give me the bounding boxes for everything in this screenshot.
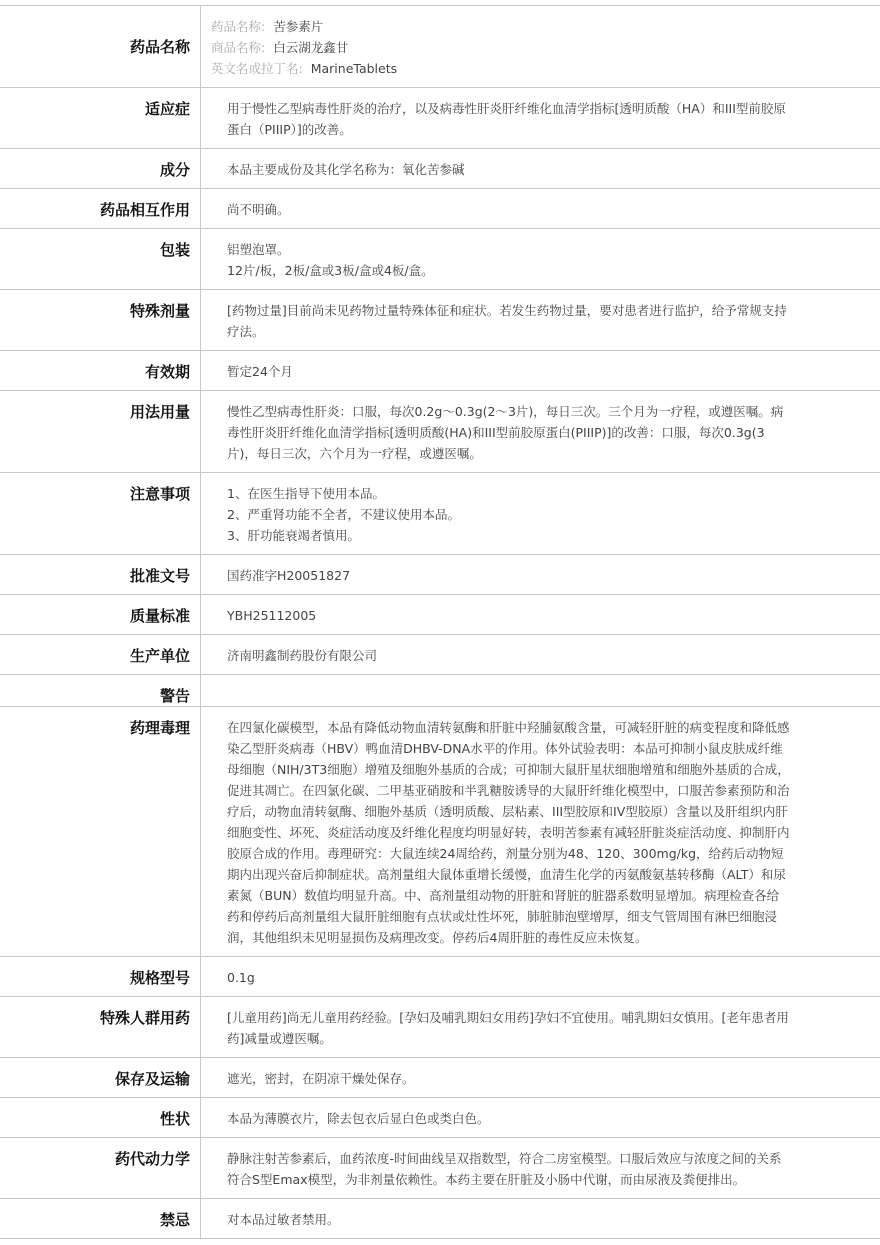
row-label: 质量标准 xyxy=(0,595,201,635)
row-label: 生产单位 xyxy=(0,635,201,675)
info-row xyxy=(0,957,880,997)
generic-name-value: 苦参素片 xyxy=(273,19,323,34)
row-label: 性状 xyxy=(0,1098,201,1138)
row-value xyxy=(201,229,880,290)
row-label: 注意事项 xyxy=(0,473,201,555)
row-value-line: YBH25112005 xyxy=(227,605,790,626)
row-value xyxy=(201,997,880,1058)
info-row xyxy=(0,290,880,351)
row-value-line: 0.1g xyxy=(227,967,790,988)
info-row xyxy=(0,149,880,189)
row-label: 规格型号 xyxy=(0,957,201,997)
info-row xyxy=(0,1138,880,1199)
row-label: 药理毒理 xyxy=(0,707,201,957)
row-value-line: 国药准字H20051827 xyxy=(227,565,790,586)
row-value xyxy=(201,707,880,957)
english-name-value: MarineTablets xyxy=(311,61,397,76)
english-name-line xyxy=(211,58,860,79)
row-label: 有效期 xyxy=(0,351,201,391)
row-value-line: 在四氯化碳模型，本品有降低动物血清转氨酶和肝脏中羟脯氨酸含量，可减轻肝脏的病变程度和降低感染乙型肝炎病毒（HBV）鸭血清DHBV-DNA水平的作用。体外试验表明：本品可抑制小鼠皮肤成纤维母细胞（NIH/3T3细胞）增殖及细胞外基质的合成；可抑制大鼠肝星状细胞增殖和细胞外基质的合成，促进其凋亡。在四氯化碳、二甲基亚硝胺和半乳糖胺诱导的大鼠肝纤维化模型中，口服苦参素预防和治疗后，动物血清转氨酶、细胞外基质（透明质酸、层粘素、III型胶原和IV型胶原）含量以及肝组织内肝细胞变性、坏死、炎症活动度及纤维化程度均明显好转，表明苦参素有减轻肝脏炎症活动度、抑制肝内胶原合成的作用。毒理研究：大鼠连续24周给药，剂量分别为48、120、300mg/kg，给药后动物短期内出现兴奋后抑制症状。高剂量组大鼠体重增长缓慢，血清生化学的丙氨酸氨基转移酶（ALT）和尿素氮（BUN）数值均明显升高。中、高剂量组动物的肝脏和肾脏的脏器系数明显增加。病理检查各给药和停药后高剂量组大鼠肝脏细胞有点状或灶性坏死，肺脏肺泡壁增厚，细支气管周围有淋巴细胞浸润，其他组织未见明显损伤及病理改变。停药后4周肝脏的毒性反应未恢复。 xyxy=(227,717,790,948)
info-row xyxy=(0,351,880,391)
row-value xyxy=(201,1138,880,1199)
trade-name-line xyxy=(211,37,860,58)
row-value xyxy=(201,957,880,997)
row-value-line: 尚不明确。 xyxy=(227,199,790,220)
row-label: 药品相互作用 xyxy=(0,189,201,229)
row-value xyxy=(201,675,880,707)
info-row xyxy=(0,997,880,1058)
row-value-line: 慢性乙型病毒性肝炎：口服，每次0.2g～0.3g(2～3片)，每日三次。三个月为一疗程，或遵医嘱。病毒性肝炎肝纤维化血清学指标[透明质酸(HA)和III型前胶原蛋白(PIIIP)]的改善：口服，每次0.3g(3片)，每日三次，六个月为一疗程，或遵医嘱。 xyxy=(227,401,790,464)
row-value xyxy=(201,290,880,351)
info-row xyxy=(0,473,880,555)
row-value-line: 暂定24个月 xyxy=(227,361,790,382)
row-label: 批准文号 xyxy=(0,555,201,595)
info-row xyxy=(0,189,880,229)
row-label: 特殊剂量 xyxy=(0,290,201,351)
row-label: 药品名称 xyxy=(0,6,201,88)
row-value-line: 铝塑泡罩。 xyxy=(227,239,790,260)
drug-name-values xyxy=(201,6,880,88)
row-value-line: 本品主要成份及其化学名称为：氧化苦参碱 xyxy=(227,159,790,180)
row-value xyxy=(201,1199,880,1239)
row-value xyxy=(201,189,880,229)
info-row xyxy=(0,229,880,290)
row-label: 药代动力学 xyxy=(0,1138,201,1199)
english-name-key: 英文名或拉丁名: xyxy=(211,61,303,76)
row-value xyxy=(201,1098,880,1138)
row-value-line: 对本品过敏者禁用。 xyxy=(227,1209,790,1230)
info-row xyxy=(0,707,880,957)
row-value xyxy=(201,88,880,149)
row-label: 适应症 xyxy=(0,88,201,149)
row-value-line: 本品为薄膜衣片，除去包衣后显白色或类白色。 xyxy=(227,1108,790,1129)
generic-name-key: 药品名称: xyxy=(211,19,265,34)
row-value xyxy=(201,351,880,391)
info-row xyxy=(0,88,880,149)
row-value-line: 遮光，密封，在阴凉干燥处保存。 xyxy=(227,1068,790,1089)
row-drug-name xyxy=(0,6,880,88)
info-row xyxy=(0,635,880,675)
trade-name-key: 商品名称: xyxy=(211,40,265,55)
row-value xyxy=(201,473,880,555)
row-value xyxy=(201,635,880,675)
row-value xyxy=(201,555,880,595)
row-value xyxy=(201,149,880,189)
info-row xyxy=(0,595,880,635)
row-label: 用法用量 xyxy=(0,391,201,473)
row-value-line: 用于慢性乙型病毒性肝炎的治疗，以及病毒性肝炎肝纤维化血清学指标[透明质酸（HA）和III型前胶原蛋白（PIIIP）]的改善。 xyxy=(227,98,790,140)
row-value-line: [药物过量]目前尚未见药物过量特殊体征和症状。若发生药物过量，要对患者进行监护，给予常规支持疗法。 xyxy=(227,300,790,342)
row-value-line: [儿童用药]尚无儿童用药经验。[孕妇及哺乳期妇女用药]孕妇不宜使用。哺乳期妇女慎用。[老年患者用药]减量或遵医嘱。 xyxy=(227,1007,790,1049)
row-value-line: 济南明鑫制药股份有限公司 xyxy=(227,645,790,666)
row-label: 包装 xyxy=(0,229,201,290)
row-label: 成分 xyxy=(0,149,201,189)
row-value-line: 静脉注射苦参素后，血药浓度-时间曲线呈双指数型，符合二房室模型。口服后效应与浓度之间的关系符合S型Emax模型，为非剂量依赖性。本药主要在肝脏及小肠中代谢，而由尿液及粪便排出。 xyxy=(227,1148,790,1190)
row-value xyxy=(201,391,880,473)
trade-name-value: 白云湖龙鑫甘 xyxy=(273,40,348,55)
info-row xyxy=(0,1098,880,1138)
drug-info-table xyxy=(0,5,880,1239)
row-value-line: 2、严重肾功能不全者，不建议使用本品。 xyxy=(227,504,790,525)
generic-name-line xyxy=(211,16,860,37)
row-label: 禁忌 xyxy=(0,1199,201,1239)
row-value-line: 1、在医生指导下使用本品。 xyxy=(227,483,790,504)
row-label: 警告 xyxy=(0,675,201,707)
info-row xyxy=(0,1058,880,1098)
row-value xyxy=(201,1058,880,1098)
row-value-line: 3、肝功能衰竭者慎用。 xyxy=(227,525,790,546)
info-row xyxy=(0,1199,880,1239)
row-label: 保存及运输 xyxy=(0,1058,201,1098)
row-value-line: 12片/板，2板/盒或3板/盒或4板/盒。 xyxy=(227,260,790,281)
info-row xyxy=(0,555,880,595)
row-value xyxy=(201,595,880,635)
row-label: 特殊人群用药 xyxy=(0,997,201,1058)
info-row xyxy=(0,675,880,707)
info-row xyxy=(0,391,880,473)
